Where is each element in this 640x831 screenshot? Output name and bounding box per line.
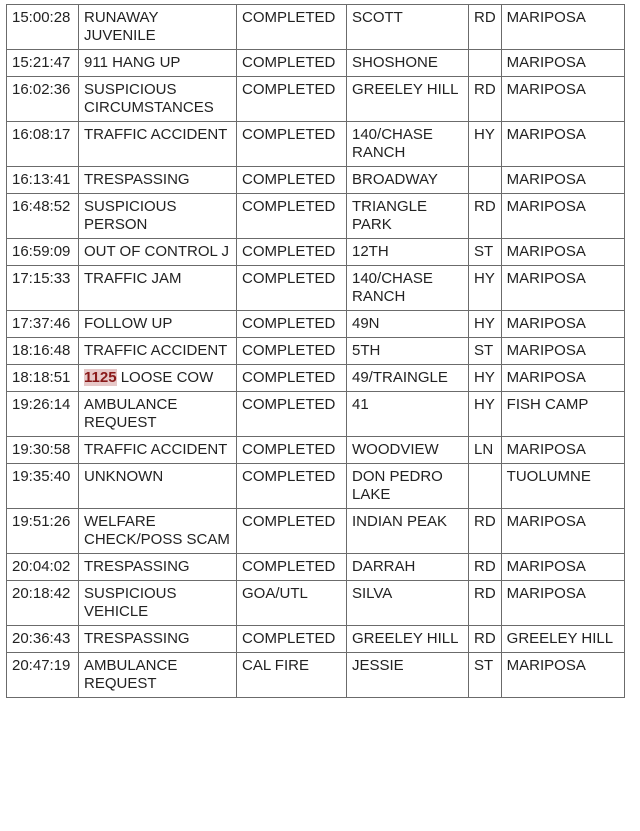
call-type-cell: WELFARE CHECK/POSS SCAM [79, 509, 237, 554]
time-cell: 18:16:48 [7, 338, 79, 365]
status-cell: COMPLETED [237, 311, 347, 338]
city-cell: MARIPOSA [501, 338, 624, 365]
call-type-cell: TRAFFIC ACCIDENT [79, 338, 237, 365]
street-suffix-cell: ST [469, 239, 502, 266]
call-type-text: LOOSE COW [120, 369, 214, 386]
table-row [7, 581, 625, 626]
time-cell: 16:59:09 [7, 239, 79, 266]
call-type-cell: SUSPICIOUS CIRCUMSTANCES [79, 77, 237, 122]
city-cell: MARIPOSA [501, 77, 624, 122]
table-row [7, 194, 625, 239]
street-suffix-cell: RD [469, 626, 502, 653]
call-log [6, 4, 625, 698]
status-cell: COMPLETED [237, 437, 347, 464]
table-row [7, 50, 625, 77]
city-cell: MARIPOSA [501, 509, 624, 554]
location-cell: BROADWAY [347, 167, 469, 194]
time-cell: 18:18:51 [7, 365, 79, 392]
call-type-cell: UNKNOWN [79, 464, 237, 509]
time-cell: 19:30:58 [7, 437, 79, 464]
table-row [7, 77, 625, 122]
status-cell: COMPLETED [237, 167, 347, 194]
street-suffix-cell: LN [469, 437, 502, 464]
table-row [7, 509, 625, 554]
location-cell: 140/CHASE RANCH [347, 266, 469, 311]
city-cell: MARIPOSA [501, 437, 624, 464]
status-cell: COMPLETED [237, 50, 347, 77]
status-cell: COMPLETED [237, 266, 347, 311]
street-suffix-cell: RD [469, 509, 502, 554]
highlighted-code: 1125 [84, 369, 117, 386]
table-row [7, 167, 625, 194]
call-log-rows [7, 5, 625, 698]
call-type-cell: SUSPICIOUS VEHICLE [79, 581, 237, 626]
street-suffix-cell: HY [469, 122, 502, 167]
call-type-cell: TRAFFIC JAM [79, 266, 237, 311]
location-cell: TRIANGLE PARK [347, 194, 469, 239]
time-cell: 15:21:47 [7, 50, 79, 77]
city-cell: MARIPOSA [501, 554, 624, 581]
status-cell: CAL FIRE [237, 653, 347, 698]
location-cell: 41 [347, 392, 469, 437]
table-row [7, 5, 625, 50]
status-cell: COMPLETED [237, 392, 347, 437]
street-suffix-cell [469, 464, 502, 509]
city-cell: TUOLUMNE [501, 464, 624, 509]
location-cell: 5TH [347, 338, 469, 365]
street-suffix-cell: HY [469, 266, 502, 311]
street-suffix-cell: RD [469, 77, 502, 122]
time-cell: 20:36:43 [7, 626, 79, 653]
location-cell: GREELEY HILL [347, 626, 469, 653]
location-cell: 49N [347, 311, 469, 338]
city-cell: MARIPOSA [501, 365, 624, 392]
street-suffix-cell: HY [469, 311, 502, 338]
table-row [7, 626, 625, 653]
status-cell: COMPLETED [237, 5, 347, 50]
city-cell: MARIPOSA [501, 50, 624, 77]
location-cell: SILVA [347, 581, 469, 626]
call-type-cell: TRESPASSING [79, 554, 237, 581]
call-type-cell: TRAFFIC ACCIDENT [79, 122, 237, 167]
table-row [7, 554, 625, 581]
street-suffix-cell: ST [469, 653, 502, 698]
call-type-cell [79, 365, 237, 392]
call-type-cell: 911 HANG UP [79, 50, 237, 77]
time-cell: 19:26:14 [7, 392, 79, 437]
time-cell: 19:35:40 [7, 464, 79, 509]
status-cell: COMPLETED [237, 239, 347, 266]
street-suffix-cell: RD [469, 194, 502, 239]
call-type-cell: SUSPICIOUS PERSON [79, 194, 237, 239]
status-cell: COMPLETED [237, 122, 347, 167]
city-cell: MARIPOSA [501, 653, 624, 698]
table-row [7, 338, 625, 365]
time-cell: 20:04:02 [7, 554, 79, 581]
table-row [7, 311, 625, 338]
table-row [7, 464, 625, 509]
city-cell: MARIPOSA [501, 311, 624, 338]
city-cell: MARIPOSA [501, 122, 624, 167]
call-type-cell: AMBULANCE REQUEST [79, 392, 237, 437]
location-cell: 12TH [347, 239, 469, 266]
status-cell: COMPLETED [237, 626, 347, 653]
status-cell: COMPLETED [237, 338, 347, 365]
call-type-cell: TRESPASSING [79, 626, 237, 653]
time-cell: 17:37:46 [7, 311, 79, 338]
street-suffix-cell: RD [469, 581, 502, 626]
street-suffix-cell [469, 167, 502, 194]
street-suffix-cell: HY [469, 392, 502, 437]
city-cell: FISH CAMP [501, 392, 624, 437]
location-cell: 140/CHASE RANCH [347, 122, 469, 167]
location-cell: DARRAH [347, 554, 469, 581]
city-cell: GREELEY HILL [501, 626, 624, 653]
street-suffix-cell: HY [469, 365, 502, 392]
call-type-cell: AMBULANCE REQUEST [79, 653, 237, 698]
city-cell: MARIPOSA [501, 5, 624, 50]
time-cell: 15:00:28 [7, 5, 79, 50]
city-cell: MARIPOSA [501, 266, 624, 311]
location-cell: WOODVIEW [347, 437, 469, 464]
status-cell: GOA/UTL [237, 581, 347, 626]
table-row [7, 365, 625, 392]
city-cell: MARIPOSA [501, 167, 624, 194]
city-cell: MARIPOSA [501, 239, 624, 266]
time-cell: 16:48:52 [7, 194, 79, 239]
street-suffix-cell: RD [469, 554, 502, 581]
call-type-cell: TRAFFIC ACCIDENT [79, 437, 237, 464]
table-row [7, 392, 625, 437]
status-cell: COMPLETED [237, 509, 347, 554]
location-cell: 49/TRAINGLE [347, 365, 469, 392]
table-row [7, 122, 625, 167]
time-cell: 16:13:41 [7, 167, 79, 194]
city-cell: MARIPOSA [501, 194, 624, 239]
location-cell: SCOTT [347, 5, 469, 50]
time-cell: 19:51:26 [7, 509, 79, 554]
street-suffix-cell [469, 50, 502, 77]
location-cell: INDIAN PEAK [347, 509, 469, 554]
status-cell: COMPLETED [237, 464, 347, 509]
time-cell: 20:18:42 [7, 581, 79, 626]
call-type-cell: TRESPASSING [79, 167, 237, 194]
call-type-cell: RUNAWAY JUVENILE [79, 5, 237, 50]
time-cell: 17:15:33 [7, 266, 79, 311]
table-row [7, 266, 625, 311]
table-row [7, 437, 625, 464]
call-type-cell: FOLLOW UP [79, 311, 237, 338]
location-cell: JESSIE [347, 653, 469, 698]
table-row [7, 653, 625, 698]
time-cell: 20:47:19 [7, 653, 79, 698]
call-log-table [6, 4, 625, 698]
location-cell: GREELEY HILL [347, 77, 469, 122]
street-suffix-cell: ST [469, 338, 502, 365]
status-cell: COMPLETED [237, 194, 347, 239]
location-cell: SHOSHONE [347, 50, 469, 77]
status-cell: COMPLETED [237, 365, 347, 392]
time-cell: 16:08:17 [7, 122, 79, 167]
table-row [7, 239, 625, 266]
street-suffix-cell: RD [469, 5, 502, 50]
location-cell: DON PEDRO LAKE [347, 464, 469, 509]
call-type-cell: OUT OF CONTROL J [79, 239, 237, 266]
status-cell: COMPLETED [237, 554, 347, 581]
city-cell: MARIPOSA [501, 581, 624, 626]
status-cell: COMPLETED [237, 77, 347, 122]
time-cell: 16:02:36 [7, 77, 79, 122]
